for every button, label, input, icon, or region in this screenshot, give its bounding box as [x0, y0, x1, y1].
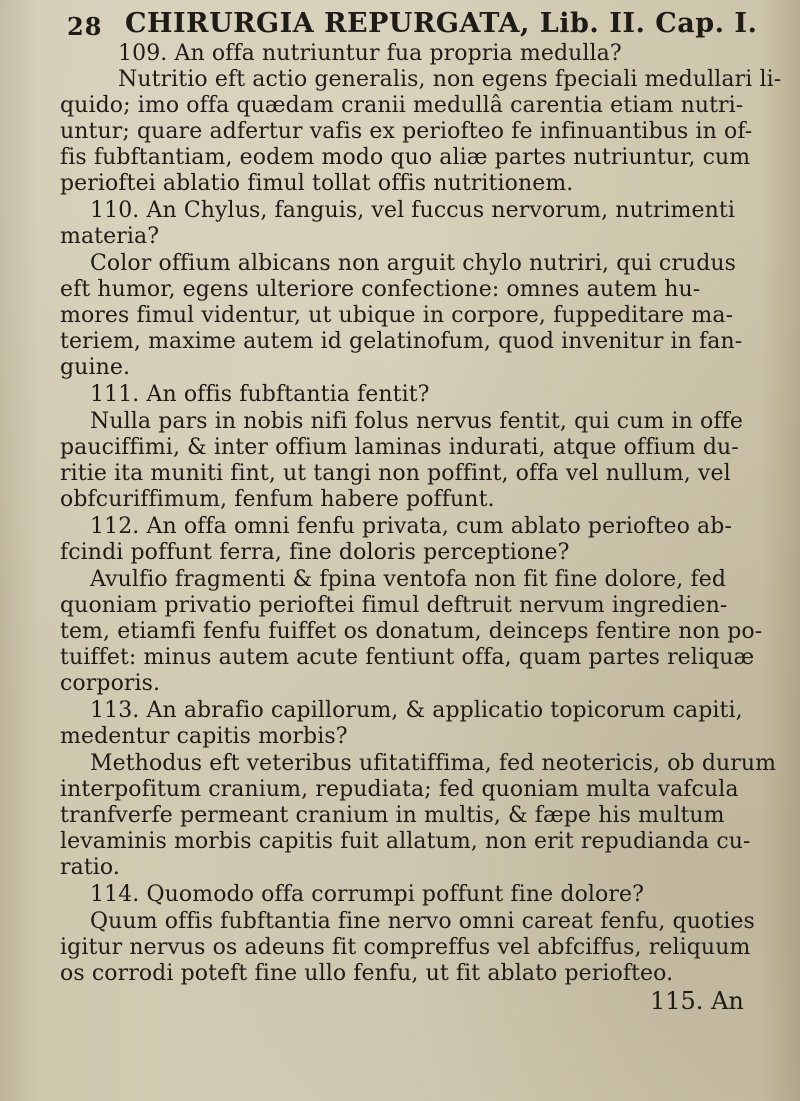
- answer-line: igitur nervus os adeuns fit compreffus vel abfciffus, reliquum: [60, 935, 751, 960]
- answer-line: teriem, maxime autem id gelatinofum, quod invenitur in fan-: [60, 329, 743, 354]
- question-heading: 110. An Chylus, fanguis, vel fuccus nervorum, nutrimenti: [90, 198, 735, 223]
- question-heading: 109. An offa nutriuntur fua propria medulla?: [118, 41, 622, 66]
- answer-line: Nutritio eft actio generalis, non egens fpeciali medullari li-: [118, 67, 782, 92]
- answer-line: guine.: [60, 355, 131, 380]
- question-heading: 111. An offis fubftantia fentit?: [90, 382, 430, 407]
- answer-line: pauciffimi, & inter offium laminas indurati, atque offium du-: [60, 435, 739, 460]
- answer-line: Nulla pars in nobis nifi folus nervus fentit, qui cum in offe: [90, 409, 743, 434]
- answer-line: perioftei ablatio fimul tollat offis nutritionem.: [60, 171, 574, 196]
- answer-line: tuiffet: minus autem acute fentiunt offa, quam partes reliquæ: [60, 645, 755, 670]
- answer-line: Quum offis fubftantia fine nervo omni careat fenfu, quoties: [90, 909, 755, 934]
- answer-line: mores fimul videntur, ut ubique in corpore, fuppeditare ma-: [60, 303, 734, 328]
- question-heading: materia?: [60, 224, 160, 249]
- answer-line: ritie ita muniti fint, ut tangi non poffint, offa vel nullum, vel: [60, 461, 731, 486]
- answer-line: fis fubftantiam, eodem modo quo aliæ partes nutriuntur, cum: [60, 145, 751, 170]
- answer-line: Methodus eft veteribus ufitatiffima, fed neotericis, ob durum: [90, 751, 777, 776]
- question-heading: 112. An offa omni fenfu privata, cum ablato periofteo ab-: [90, 514, 732, 539]
- answer-line: quido; imo offa quædam cranii medullâ carentia etiam nutri-: [60, 93, 744, 118]
- answer-line: eft humor, egens ulteriore confectione: omnes autem hu-: [60, 277, 701, 302]
- answer-line: untur; quare adfertur vafis ex periofteo fe infinuantibus in of-: [60, 119, 753, 144]
- answer-line: levaminis morbis capitis fuit allatum, non erit repudianda cu-: [60, 829, 751, 854]
- running-title: CHIRURGIA REPURGATA, Lib. II. Cap. I.: [125, 8, 758, 39]
- answer-line: quoniam privatio perioftei fimul deftruit nervum ingredien-: [60, 593, 728, 618]
- answer-line: obfcuriffimum, fenfum habere poffunt.: [60, 487, 495, 512]
- running-header: [67, 8, 767, 44]
- question-heading: 114. Quomodo offa corrumpi poffunt fine dolore?: [90, 882, 645, 907]
- catchword: 115. An: [650, 987, 744, 1015]
- answer-line: ratio.: [60, 855, 120, 880]
- answer-line: corporis.: [60, 671, 161, 696]
- question-heading: 113. An abrafio capillorum, & applicatio topicorum capiti,: [90, 698, 743, 723]
- question-heading: medentur capitis morbis?: [60, 724, 348, 749]
- answer-line: tem, etiamfi fenfu fuiffet os donatum, deinceps fentire non po-: [60, 619, 763, 644]
- page-number: 28: [67, 12, 103, 41]
- question-heading: fcindi poffunt ferra, fine doloris perceptione?: [60, 540, 570, 565]
- answer-line: interpofitum cranium, repudiata; fed quoniam multa vafcula: [60, 777, 739, 802]
- answer-line: os corrodi poteft fine ullo fenfu, ut fit ablato periofteo.: [60, 961, 674, 986]
- answer-line: tranfverfe permeant cranium in multis, & fæpe his multum: [60, 803, 725, 828]
- answer-line: Avulfio fragmenti & fpina ventofa non fit fine dolore, fed: [90, 567, 727, 592]
- answer-line: Color offium albicans non arguit chylo nutriri, qui crudus: [90, 251, 737, 276]
